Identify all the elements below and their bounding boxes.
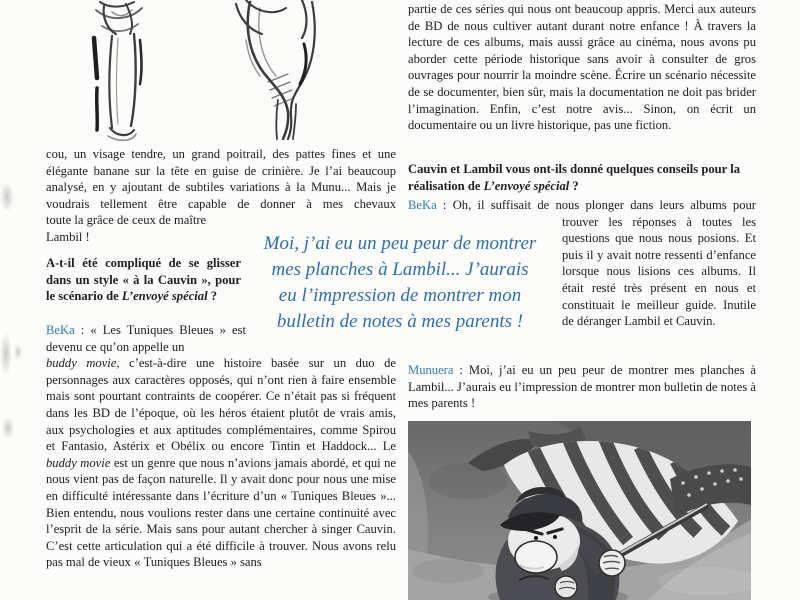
pull-quote-line: eu l’impression de montrer mon <box>278 285 522 306</box>
answer-text-italic: buddy movie <box>46 455 111 470</box>
speaker-name: BeKa <box>408 198 437 212</box>
answer-text: est un genre que nous n’avions jamais abordé, et qui ne nous vient pas de façon naturelle. Il y avait donc pour nous une mise en difficulté intéressante dans l’écriture d’un « Tuniques Bleues »... Bien entendu, nous voulions rester dans une certaine continuité avec l’esprit de la série. Mais sans pour autant chercher à singer Cauvin. C’est cette articulation qui a été difficile à trouver. Nous avons relu pas mal de vieux « Tuniques Bleues » sans <box>46 455 396 570</box>
answer-text: « Les Tuniques Bleues » est devenu ce qu’on appelle un <box>46 323 246 354</box>
interview-answer-munuera <box>408 362 756 412</box>
answer-text: trouver les réponses à toutes les questions que nous nous posions. Et puis il y avait notre ressenti d’enfance lorsque nous lisions ces albums. Il était resté très présent en nous et constituait le meilleur guide. Inutile de déranger Lambil et Cauvin. <box>562 214 756 329</box>
answer-text: : <box>74 323 91 337</box>
answer-text: : <box>436 198 453 212</box>
paragraph-text: toute la grâce de ceux de maître Lambil ! <box>46 213 207 244</box>
right-column-paragraph <box>408 1 756 134</box>
pencil-sketch-horse-hindleg <box>216 0 338 140</box>
answer-text-italic: buddy movie <box>46 356 117 371</box>
answer-text: Oh, il suffisait de nous plonger dans leurs albums pour <box>452 198 756 212</box>
album-title: L’envoyé spécial <box>483 178 570 193</box>
speaker-name: Munuera <box>408 363 454 377</box>
interview-question-left <box>46 255 241 305</box>
interview-answer-beka-right <box>408 197 756 330</box>
pull-quote-line: Moi, j’ai eu un peu peur de montrer <box>263 233 537 254</box>
scan-smudge <box>0 182 14 212</box>
pull-quote-line: bulletin de notes à mes parents ! <box>276 311 524 332</box>
soldier-flag-illustration <box>408 421 751 600</box>
scan-smudge <box>0 332 12 376</box>
interview-question-right <box>408 161 740 194</box>
paragraph-text: partie de ces séries qui nous ont beaucoup appris. Merci aux auteurs de BD de nous cultiver autant durant notre enfance ! À travers la lecture de ces albums, mais aussi grâce au cinéma, nous avons pu aborder cette période historique sans avoir à consulter de gros ouvrages pour nourrir la moindre scène. Écrire un scénario nécessite de se documenter, bien sûr, mais la documentation ne doit pas brider l’imagination. Enfin, c’est notre avis... Sinon, on écrit un documentaire ou un livre historique, pas une fiction. <box>408 2 756 133</box>
answer-text: Moi, j’ai eu un peu peur de montrer mes planches à Lambil... J’aurais eu l’impression de montrer mon bulletin de notes à mes parents ! <box>408 363 757 411</box>
speaker-name: BeKa <box>46 323 75 337</box>
answer-text: : <box>453 363 469 377</box>
pull-quote-line: mes planches à Lambil... J’aurais <box>271 259 529 280</box>
answer-text: , c’est-à-dire une histoire basée sur un duo de personnages aux caractères opposés, qui n’ont rien à faire ensemble mais sont pourtant contraints de coopérer. Ce n’était pas si fréquent dans les BD de l’époque, où les héros étaient plutôt de vrais amis, aux psychologies et aux aptitudes complémentaires, comme Spirou et Fantasio, Astérix et Obélix ou encore Tintin et Haddock... Le <box>46 356 396 454</box>
album-title: L’envoyé spécial <box>121 289 208 304</box>
interview-answer-beka-left <box>46 322 396 571</box>
question-text: ? <box>207 289 218 304</box>
scan-smudge <box>14 344 22 360</box>
question-text: ? <box>569 178 579 193</box>
paragraph-text: cou, un visage tendre, un grand poitrail, des pattes fines et une élégante banane sur la tête en guise de crinière. Je l’ai beaucoup analysé, en y ajoutant de subtiles variations à la Munu... Mais je voudrais tellement être capable de donner à mes chevaux <box>46 147 396 211</box>
pencil-sketch-horse-foreleg <box>82 0 174 145</box>
question-text: A-t-il été compliqué de se glisser dans un style « à la Cauvin », pour le scénario de <box>46 256 241 304</box>
scan-smudge <box>2 416 14 440</box>
question-text: Cauvin et Lambil vous ont-ils donné quelques conseils pour la réalisation de <box>408 162 740 193</box>
